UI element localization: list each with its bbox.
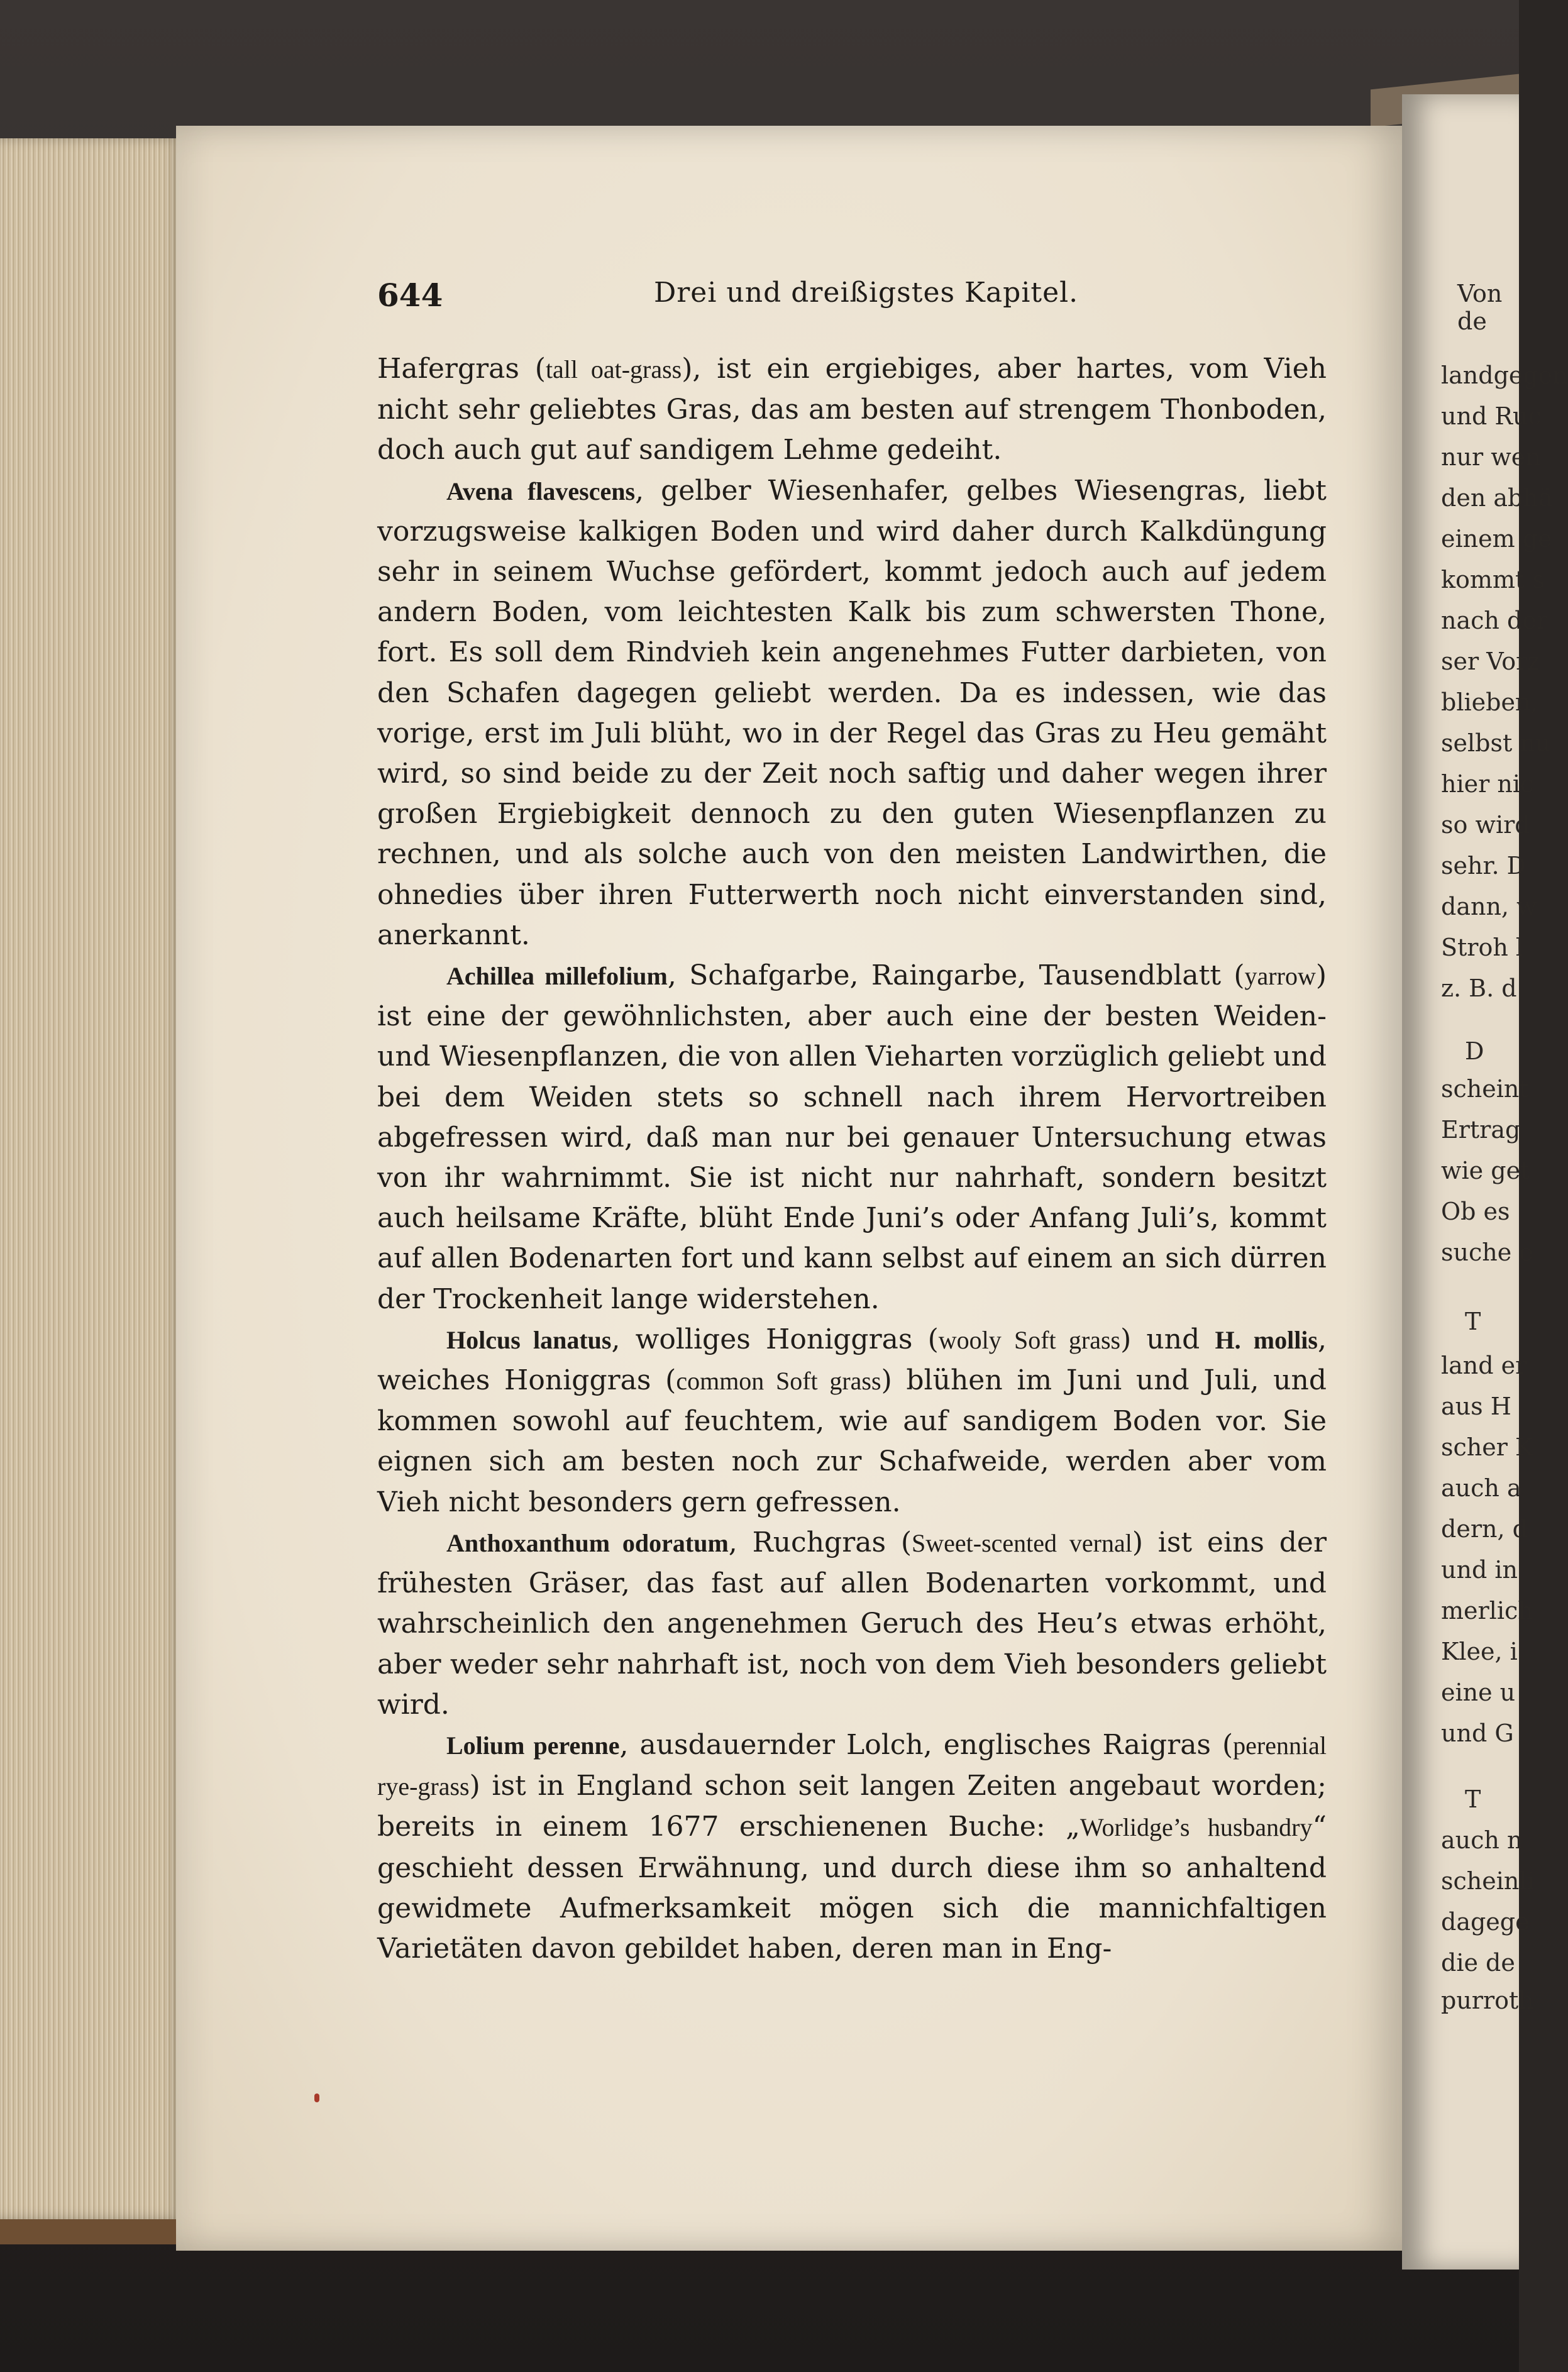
next-page-fragment: dann, w	[1441, 893, 1537, 920]
text-run: , Schafgarbe, Raingarbe, Tausendblatt (	[667, 959, 1245, 992]
scientific-name: Holcus lanatus	[446, 1325, 612, 1354]
text-run: , wolliges Honiggras (	[611, 1323, 939, 1355]
english-name: wooly Soft grass	[938, 1325, 1121, 1354]
next-page-fragment: land er	[1441, 1352, 1527, 1379]
text-run: ) ist in England schon seit langen Zeiten angebaut worden; bereits in einem 1677 erschienenen Buche: „	[377, 1770, 1327, 1843]
page-header	[377, 277, 1327, 321]
next-page-fragment: hier nic	[1441, 770, 1534, 798]
next-page-fragment: dagege	[1441, 1908, 1530, 1936]
scientific-name: Achillea millefolium	[446, 962, 668, 991]
scientific-name: H. mollis	[1215, 1325, 1318, 1354]
next-page-fragment: und Ruc	[1441, 402, 1542, 430]
next-page-fragment: auch n	[1441, 1826, 1523, 1854]
english-name: Worlidge’s husbandry	[1079, 1813, 1313, 1842]
text-run: ) und	[1120, 1323, 1215, 1355]
next-page-fragment: auch a	[1441, 1474, 1521, 1502]
next-page-fragment: die de	[1441, 1949, 1515, 1977]
book-page-edges	[0, 138, 182, 2219]
page-body	[377, 349, 1327, 1969]
next-page-fragment: so wird	[1441, 811, 1530, 839]
book-cover-edge	[0, 2219, 189, 2244]
next-page-fragment: blieben,	[1441, 688, 1538, 716]
next-page-fragment: T	[1465, 1785, 1481, 1813]
text-run: , weiches Honiggras (	[377, 1323, 1327, 1397]
next-page-fragment: landgegen	[1441, 361, 1568, 389]
next-page-fragment: einem ge	[1441, 525, 1552, 553]
text-run: ) ist eine der gewöhnlichsten, aber auch eine der besten Weiden- und Wiesenpflanzen, die von allen Vieharten vorzüglich geliebt und bei dem Weiden stets so schnell nach ihrem Hervortreiben abgefressen wird, daß man nur bei genauer Untersuchung etwas von ihr wahrnimmt. Sie ist nicht nur nahrhaft, sondern besitzt auch heilsame Kräfte, blüht Ende Juni’s oder Anfang Juli’s, kommt auf allen Bodenarten fort und kann selbst auf einem an sich dürren der Trockenheit lange widerstehen.	[377, 959, 1327, 1315]
paragraph	[377, 956, 1327, 1320]
text-run: , gelber Wiesenhafer, gelbes Wiesengras, liebt vorzugsweise kalkigen Boden und wird daher durch Kalkdüngung sehr in seinem Wuchse gefördert, kommt jedoch auch auf jedem andern Boden, vom leichtesten Kalk bis zum schwersten Thone, fort. Es soll dem Rindvieh kein angenehmes Futter darbieten, von den Schafen dagegen geliebt werden. Da es indessen, wie das vorige, erst im Juli blüht, wo in der Regel das Gras zu Heu gemäht wird, so sind beide zu der Zeit noch saftig und daher wegen ihrer großen Ergiebigkeit dennoch zu den guten Wiesenpflanzen zu rechnen, und als solche auch von den meisten Landwirthen, die ohnedies über ihren Futterwerth noch nicht einverstanden sind, anerkannt.	[377, 474, 1327, 951]
running-title: Drei und dreißigstes Kapitel.	[654, 277, 1079, 309]
scientific-name: Avena flavescens	[446, 477, 636, 505]
english-name: perennial rye-grass	[377, 1731, 1327, 1801]
next-page-fragment: merlich	[1441, 1597, 1533, 1625]
paragraph	[377, 1725, 1327, 1969]
next-page-header: Von de	[1457, 280, 1503, 335]
next-page-fragment: selbst nu	[1441, 729, 1551, 757]
next-page-fragment: nach der	[1441, 607, 1548, 634]
english-name: common Soft grass	[676, 1367, 881, 1396]
ink-mark	[314, 2093, 319, 2102]
next-page-fragment: und in	[1441, 1556, 1518, 1584]
next-page-fragment: den abhä	[1441, 484, 1553, 512]
text-run: Hafergras (	[377, 353, 546, 385]
next-page-fragment: nur wen	[1441, 443, 1541, 471]
paragraph	[377, 1320, 1327, 1523]
text-run: ) blühen im Juni und Juli, und kommen sowohl auf feuchtem, wie auf sandigem Boden vor. Sie eignen sich am besten noch zur Schafweide, werden aber vom Vieh nicht besonders gern gefressen.	[377, 1364, 1327, 1518]
text-run: “ geschieht dessen Erwähnung, und durch diese ihm so anhaltend gewidmete Aufmerksamkeit mögen sich die mannichfaltigen Varietäten davon gebildet haben, deren man in Eng-	[377, 1811, 1327, 1965]
page-number: 644	[377, 277, 443, 314]
next-page-fragment: Stroh l	[1441, 934, 1524, 961]
next-page-fragment: suche e	[1441, 1238, 1533, 1266]
text-run: ) ist eins der frühesten Gräser, das fast auf allen Bodenarten vorkommt, und wahrscheinlich den angenehmen Geruch des Heu’s etwas erhöht, aber weder sehr nahrhaft ist, noch von dem Vieh besonders geliebt wird.	[377, 1526, 1327, 1721]
next-page-fragment: Klee, i	[1441, 1638, 1518, 1665]
paragraph	[377, 1523, 1327, 1725]
next-page-fragment: Ob es	[1441, 1198, 1510, 1225]
next-page-fragment: T	[1465, 1308, 1481, 1335]
scientific-name: Anthoxanthum odoratum	[446, 1528, 729, 1557]
next-page-fragment: sehr. D	[1441, 852, 1527, 880]
next-page-fragment: scher K	[1441, 1433, 1533, 1461]
paragraph	[377, 349, 1327, 471]
text-run: , ausdauernder Lolch, englisches Raigras (	[619, 1728, 1234, 1761]
next-page-fragment: scheint	[1441, 1075, 1529, 1103]
next-page-fragment: D	[1465, 1037, 1484, 1065]
english-name: Sweet-scented vernal	[912, 1528, 1132, 1557]
english-name: tall oat-grass	[545, 355, 682, 383]
next-page-fragment: ser Vorz	[1441, 648, 1540, 675]
next-page-fragment: dern, d	[1441, 1515, 1528, 1543]
next-page-fragment: Ertrag	[1441, 1116, 1521, 1144]
text-run: , Ruchgras (	[728, 1526, 912, 1558]
next-page-fragment: aus H	[1441, 1393, 1511, 1420]
next-page-fragment: scheinli	[1441, 1867, 1535, 1895]
next-page-fragment: und G	[1441, 1719, 1514, 1747]
next-page-fragment: purroth	[1441, 1987, 1534, 2014]
next-page-fragment: z. B. d	[1441, 974, 1517, 1002]
text-run: ), ist ein ergiebiges, aber hartes, vom Vieh nicht sehr geliebtes Gras, das am besten auf strengem Thonboden, doch auch gut auf sandigem Lehme gedeiht.	[377, 353, 1327, 466]
paragraph	[377, 471, 1327, 956]
next-page-fragment: wie get	[1441, 1157, 1530, 1184]
next-page-fragment: kommt s	[1441, 566, 1545, 593]
next-page-fragment: eine u	[1441, 1679, 1516, 1706]
scientific-name: Lolium perenne	[446, 1731, 620, 1760]
english-name: yarrow	[1244, 962, 1316, 991]
